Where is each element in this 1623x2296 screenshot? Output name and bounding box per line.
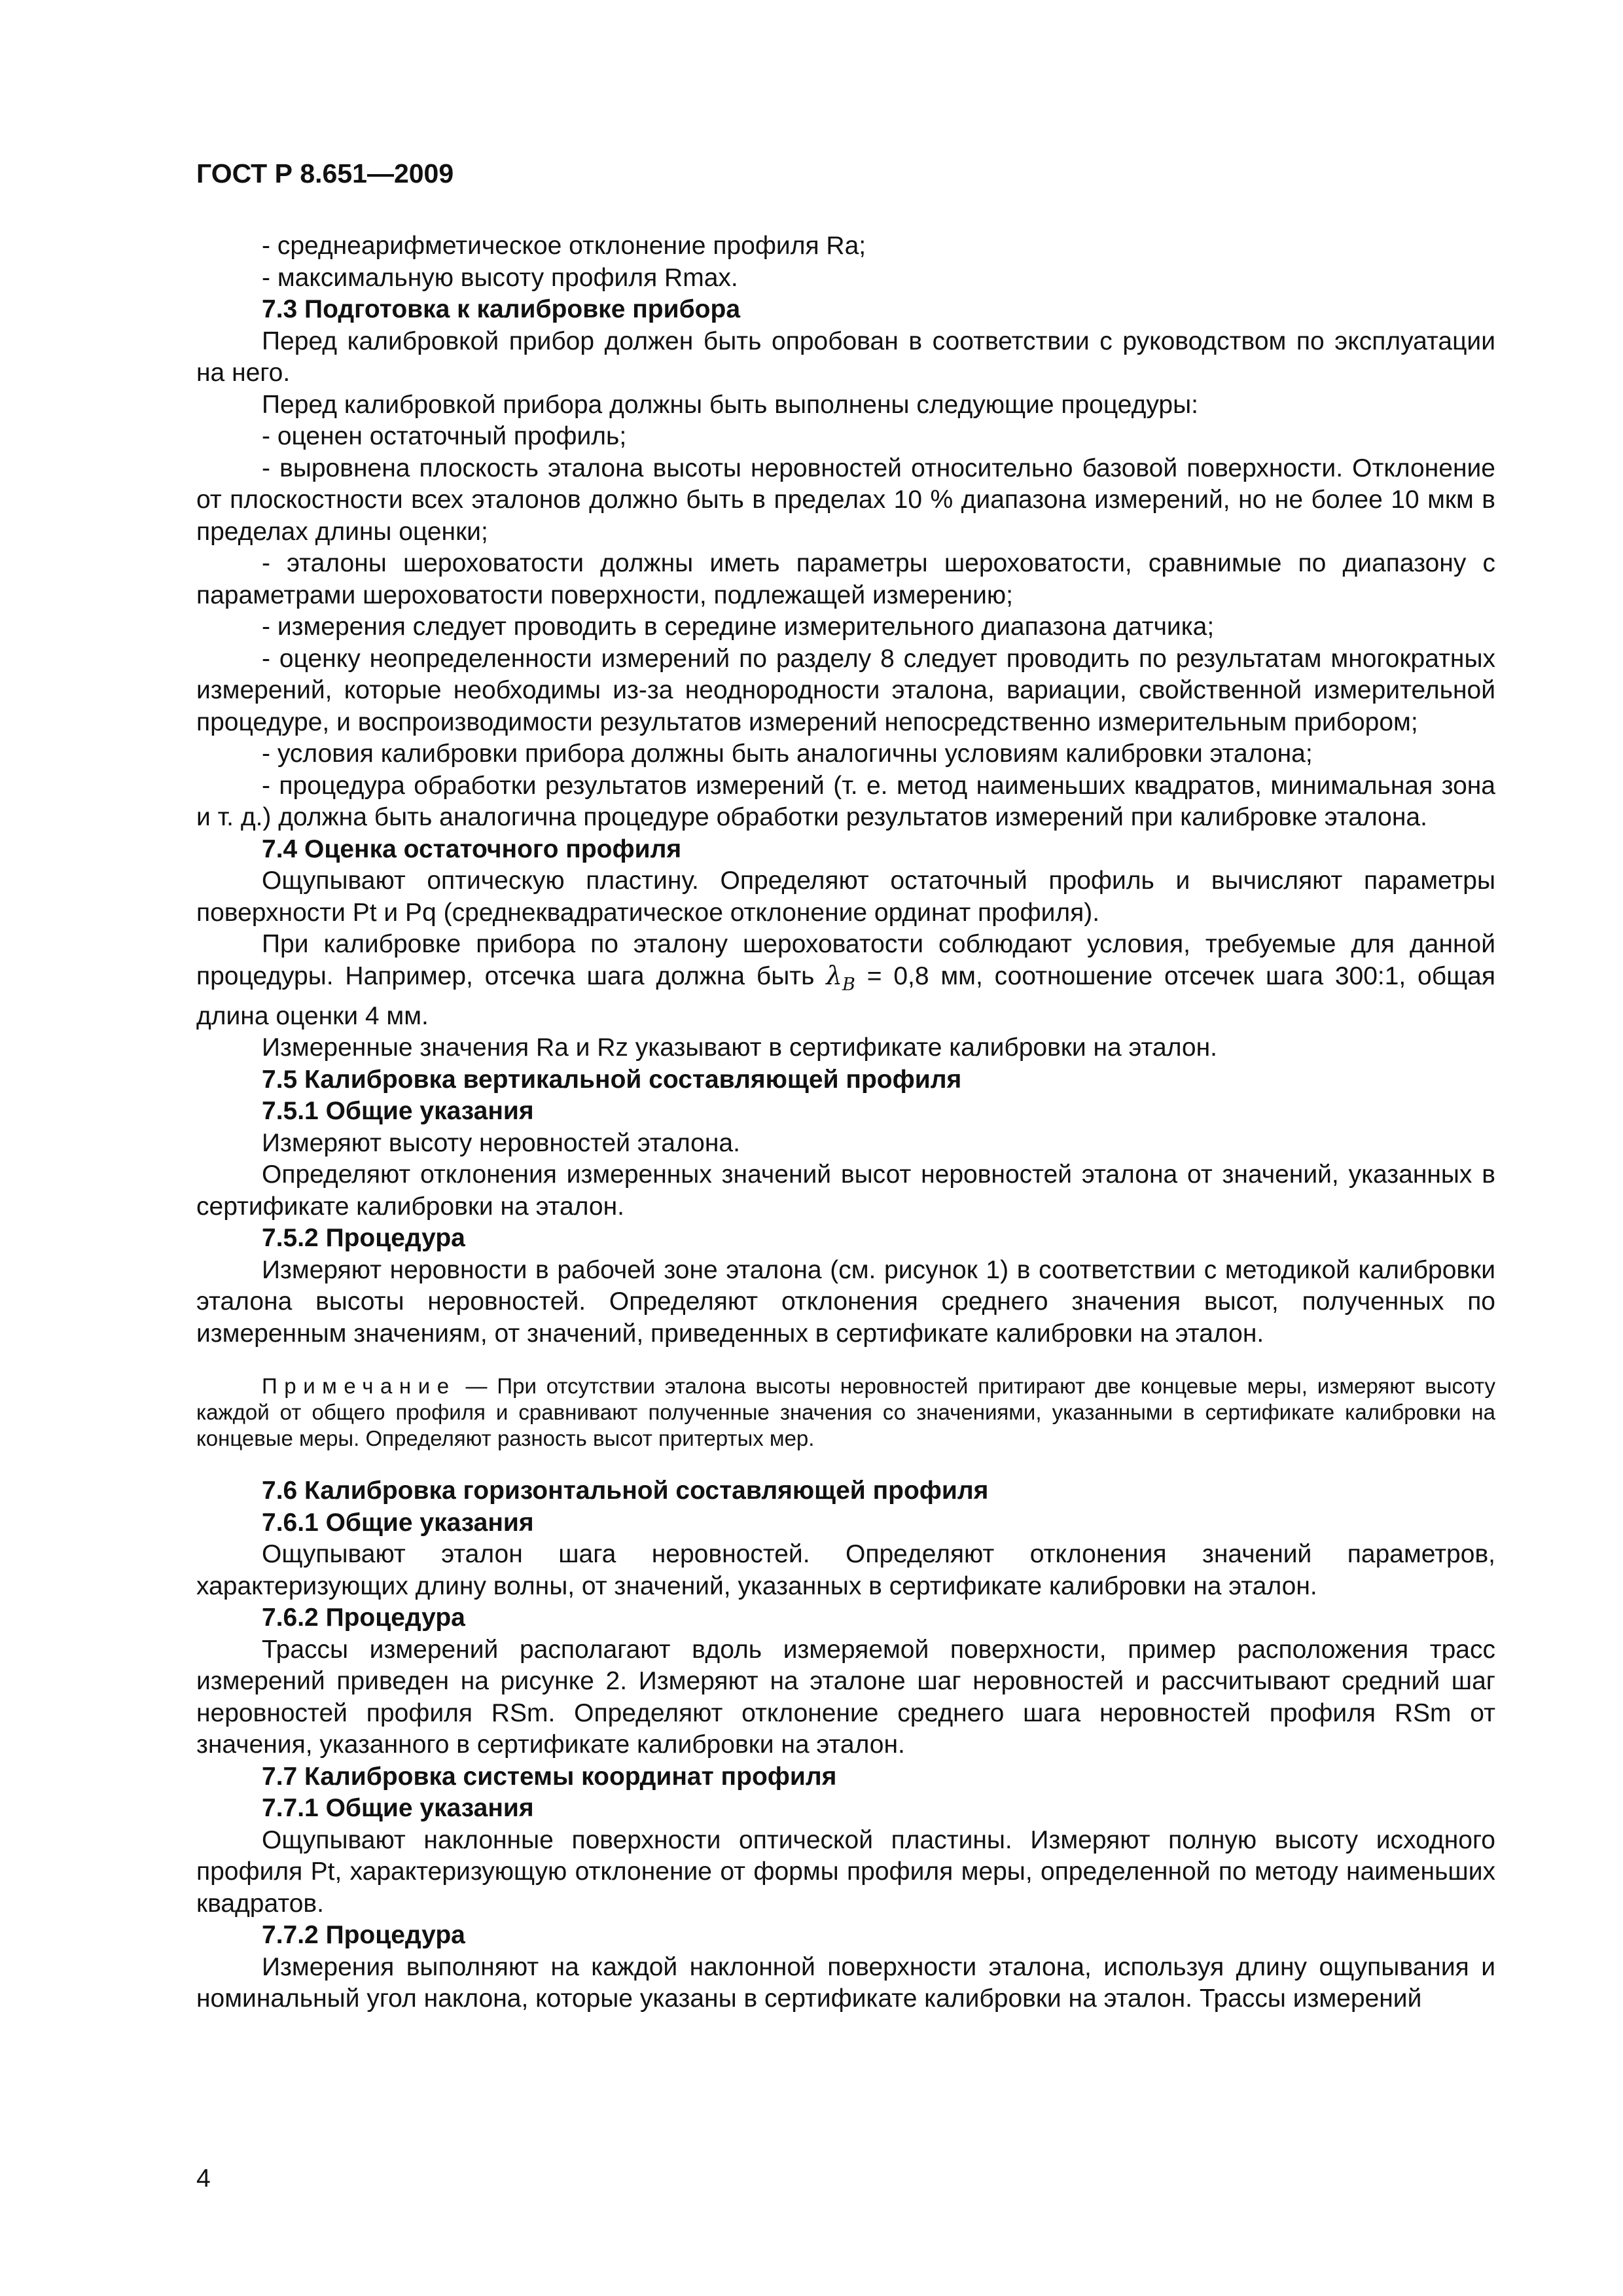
paragraph: Определяют отклонения измеренных значений высот неровностей эталона от значений, указанных в сертификате калибровки на эталон. <box>196 1160 1495 1221</box>
text-run: При калибровке прибора по эталону шероховатости соблюдают условия, требуемые для данной процедуры. Например, отсечка шага должна быть <box>196 930 1495 990</box>
paragraph: Измеренные значения Ra и Rz указывают в сертификате калибровки на эталон. <box>262 1033 1217 1062</box>
paragraph: Измеряют неровности в рабочей зоне эталона (см. рисунок 1) в соответствии с методикой калибровки эталона высоты неровностей. Определяют отклонения среднего значения высот, полученных по измеренным значениям, от значений, приведенных в сертификате калибровки на эталон. <box>196 1255 1495 1348</box>
standard-code: ГОСТ Р 8.651—2009 <box>196 158 454 188</box>
document-body <box>196 230 1495 2015</box>
paragraph: Перед калибровкой прибора должны быть выполнены следующие процедуры: <box>262 390 1198 419</box>
section-heading-7-4: 7.4 Оценка остаточного профиля <box>262 834 682 863</box>
list-item: - оценен остаточный профиль; <box>262 422 627 450</box>
symbol-subscript: B <box>842 974 855 995</box>
note <box>196 1373 1495 1452</box>
subsection-heading-7-5-1: 7.5.1 Общие указания <box>262 1097 534 1126</box>
note-label: Примечание <box>262 1374 456 1399</box>
subsection-heading-7-5-2: 7.5.2 Процедура <box>262 1224 465 1253</box>
section-heading-7-6: 7.6 Калибровка горизонтальной составляющей профиля <box>262 1477 989 1505</box>
subsection-heading-7-7-1: 7.7.1 Общие указания <box>262 1794 534 1823</box>
list-item: - оценку неопределенности измерений по разделу 8 следует проводить по результатам многократных измерений, которые необходимы из-за неоднородности эталона, вариации, свойственной измерительной процедуре, и воспроизводимости результатов измерений непосредственно измерительным прибором; <box>196 644 1495 736</box>
list-item: - выровнена плоскость эталона высоты неровностей относительно базовой поверхности. Отклонение от плоскостности всех эталонов должно быть в пределах 10 % диапазона измерений, но не более 10 мкм в пределах длины оценки; <box>196 454 1495 546</box>
paragraph: Измерения выполняют на каждой наклонной поверхности эталона, используя длину ощупывания и номинальный угол наклона, которые указаны в сертификате калибровки на эталон. Трассы измерений <box>196 1952 1495 2013</box>
paragraph: Ощупывают оптическую пластину. Определяют остаточный профиль и вычисляют параметры поверхности Pt и Pq (среднеквадратическое отклонение ординат профиля). <box>196 867 1495 927</box>
list-item: - среднеарифметическое отклонение профиля Ra; <box>262 232 866 260</box>
list-item: - эталоны шероховатости должны иметь параметры шероховатости, сравнимые по диапазону с параметрами шероховатости поверхности, подлежащей измерению; <box>196 549 1495 609</box>
section-heading-7-7: 7.7 Калибровка системы координат профиля <box>262 1762 837 1791</box>
subsection-heading-7-7-2: 7.7.2 Процедура <box>262 1921 465 1950</box>
list-item: - измерения следует проводить в середине измерительного диапазона датчика; <box>262 613 1215 641</box>
text-run: = 0,8 мм, соотношение отсечек шага 300:1, общая длина оценки 4 мм. <box>196 961 1495 1030</box>
section-heading-7-5: 7.5 Калибровка вертикальной составляющей профиля <box>262 1065 962 1094</box>
subsection-heading-7-6-2: 7.6.2 Процедура <box>262 1604 465 1632</box>
paragraph: Трассы измерений располагают вдоль измеряемой поверхности, пример расположения трасс измерений приведен на рисунке 2. Измеряют на эталоне шаг неровностей и рассчитывают средний шаг неровностей профиля RSm. Определяют отклонение среднего шага неровностей профиля RSm от значения, указанного в сертификате калибровки на эталон. <box>196 1635 1495 1759</box>
document-page <box>196 157 1495 2015</box>
subsection-heading-7-6-1: 7.6.1 Общие указания <box>262 1508 534 1537</box>
lambda-symbol <box>826 961 855 995</box>
paragraph: Ощупывают наклонные поверхности оптической пластины. Измеряют полную высоту исходного профиля Pt, характеризующую отклонение от формы профиля меры, определенной по методу наименьших квадратов. <box>196 1825 1495 1918</box>
paragraph: Измеряют высоту неровностей эталона. <box>262 1128 740 1157</box>
list-item: - процедура обработки результатов измерений (т. е. метод наименьших квадратов, минимальная зона и т. д.) должна быть аналогична процедуре обработки результатов измерений при калибровке эталона. <box>196 771 1495 831</box>
list-item: - условия калибровки прибора должны быть аналогичны условиям калибровки эталона; <box>262 740 1313 768</box>
symbol-char: λ <box>826 961 842 991</box>
list-item: - максимальную высоту профиля Rmax. <box>262 263 738 292</box>
section-heading-7-3: 7.3 Подготовка к калибровке прибора <box>262 295 741 323</box>
paragraph-cutoff <box>196 929 1495 1032</box>
paragraph: Ощупывают эталон шага неровностей. Определяют отклонения значений параметров, характеризующих длину волны, от значений, указанных в сертификате калибровки на эталон. <box>196 1540 1495 1600</box>
paragraph: Перед калибровкой прибор должен быть опробован в соответствии с руководством по эксплуатации на него. <box>196 327 1495 387</box>
page-number: 4 <box>196 2164 211 2193</box>
note-text: — При отсутствии эталона высоты неровностей притирают две концевые меры, измеряют высоту каждой от общего профиля и сравнивают полученные значения со значениями, указанными в сертификате калибровки на концевые меры. Определяют разность высот притертых мер. <box>196 1374 1495 1451</box>
